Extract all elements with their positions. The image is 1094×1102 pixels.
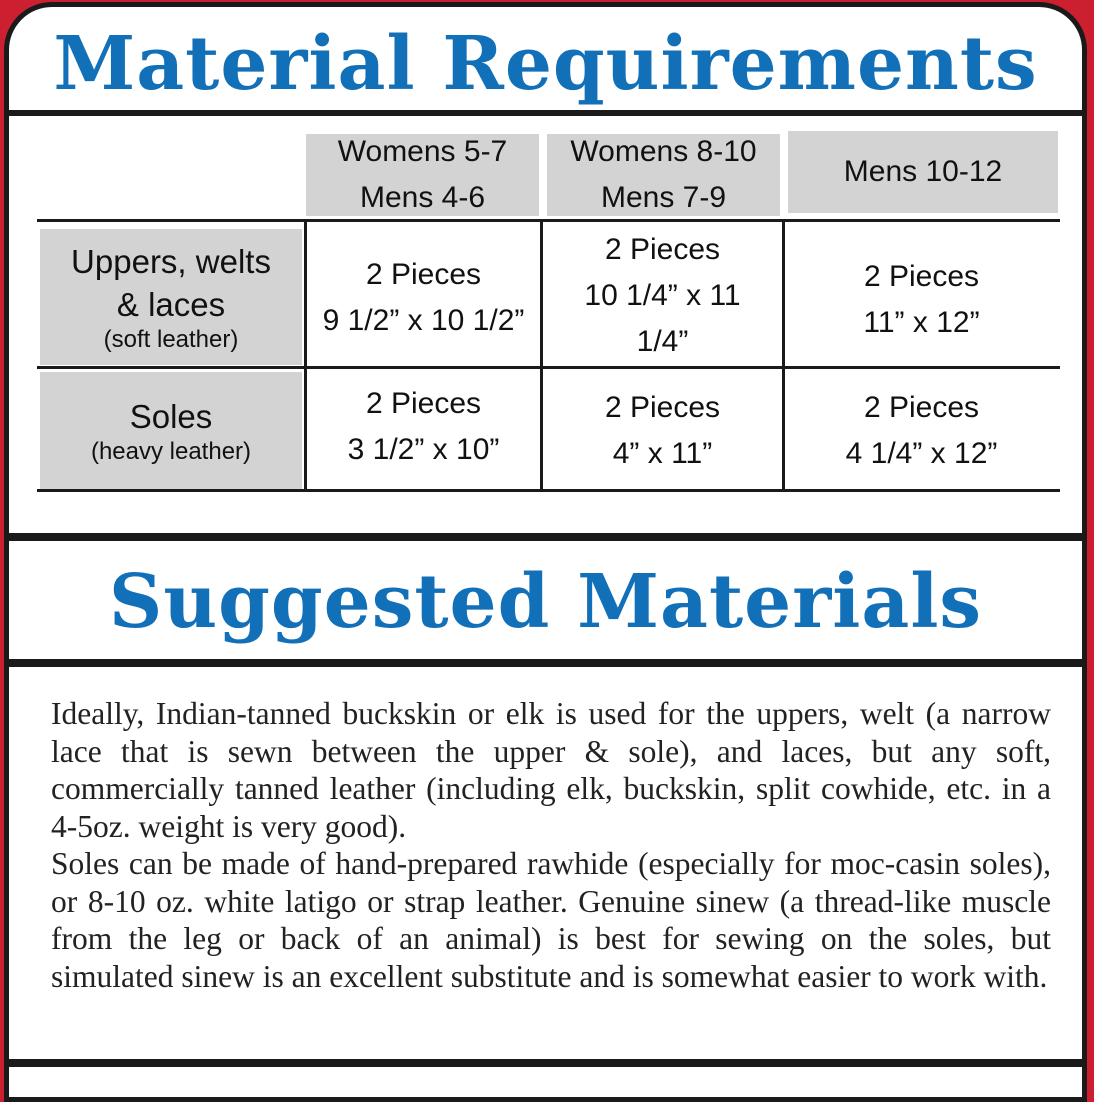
- cell-size: 4 1/4” x 12”: [845, 436, 998, 470]
- row-label-uppers-line2: & laces: [116, 286, 226, 323]
- cell-size: 3 1/2” x 10”: [347, 432, 500, 466]
- column-header-1-line1: Womens 5-7: [337, 135, 508, 168]
- column-header-2: [547, 134, 780, 216]
- divider: [9, 110, 1082, 116]
- table-cell: [543, 373, 782, 488]
- column-header-1-line2: Mens 4-6: [359, 181, 486, 214]
- column-header-2-line1: Womens 8-10: [570, 135, 757, 168]
- table-cell: [785, 373, 1058, 488]
- row-label-soles: [40, 372, 302, 489]
- table-top-rule: [37, 219, 1060, 222]
- cell-size: 11” x 12”: [863, 305, 980, 339]
- paragraph-2: Soles can be made of hand-prepared rawhide (especially for moc-casin soles), or 8-10 oz. white latigo or strap leather. Genuine sinew (a thread-like muscle from the leg or back of an animal) is best for sewing on the soles, but simulated sinew is an excellent substitute and is somewhat easier to work with.: [51, 846, 1051, 994]
- table-bottom-rule: [37, 489, 1060, 492]
- cell-pieces: 2 Pieces: [863, 259, 980, 293]
- cell-size: 10 1/4” x 11: [584, 278, 741, 312]
- row-label-soles-line1: Soles: [129, 398, 213, 435]
- cell-size: 9 1/2” x 10 1/2”: [322, 303, 525, 337]
- paragraph-1: Ideally, Indian-tanned buckskin or elk is used for the uppers, welt (a narrow lace that is sewn between the upper & sole), and laces, but any soft, commercially tanned leather (including elk, buckskin, split cowhide, etc. in a 4-5oz. weight is very good).: [51, 696, 1051, 844]
- row-sublabel-uppers: (soft leather): [103, 326, 239, 353]
- material-requirements-title: Material Requirements: [53, 21, 1038, 107]
- cell-pieces: 2 Pieces: [365, 257, 482, 291]
- divider: [9, 533, 1082, 541]
- row-sublabel-soles: (heavy leather): [90, 438, 252, 465]
- table-cell: [543, 225, 782, 366]
- divider: [9, 1059, 1082, 1067]
- cell-pieces: 2 Pieces: [365, 386, 482, 420]
- cell-size-cont: 1/4”: [636, 324, 689, 358]
- cell-pieces: 2 Pieces: [604, 232, 721, 266]
- suggested-materials-text: [51, 695, 1051, 995]
- table-cell: [307, 229, 540, 366]
- row-label-uppers: [40, 229, 302, 365]
- divider: [9, 659, 1082, 667]
- column-header-2-line2: Mens 7-9: [600, 181, 727, 214]
- table-cell: [307, 369, 540, 484]
- column-header-3-line1: Mens 10-12: [843, 155, 1003, 188]
- suggested-materials-title: Suggested Materials: [108, 559, 983, 645]
- cell-pieces: 2 Pieces: [863, 390, 980, 424]
- row-label-uppers-line1: Uppers, welts: [71, 243, 271, 280]
- cell-pieces: 2 Pieces: [604, 390, 721, 424]
- column-header-1: [306, 134, 539, 216]
- table-cell: [785, 231, 1058, 368]
- column-header-3: [788, 131, 1058, 213]
- cell-size: 4” x 11”: [612, 436, 713, 470]
- material-card: [4, 2, 1087, 1102]
